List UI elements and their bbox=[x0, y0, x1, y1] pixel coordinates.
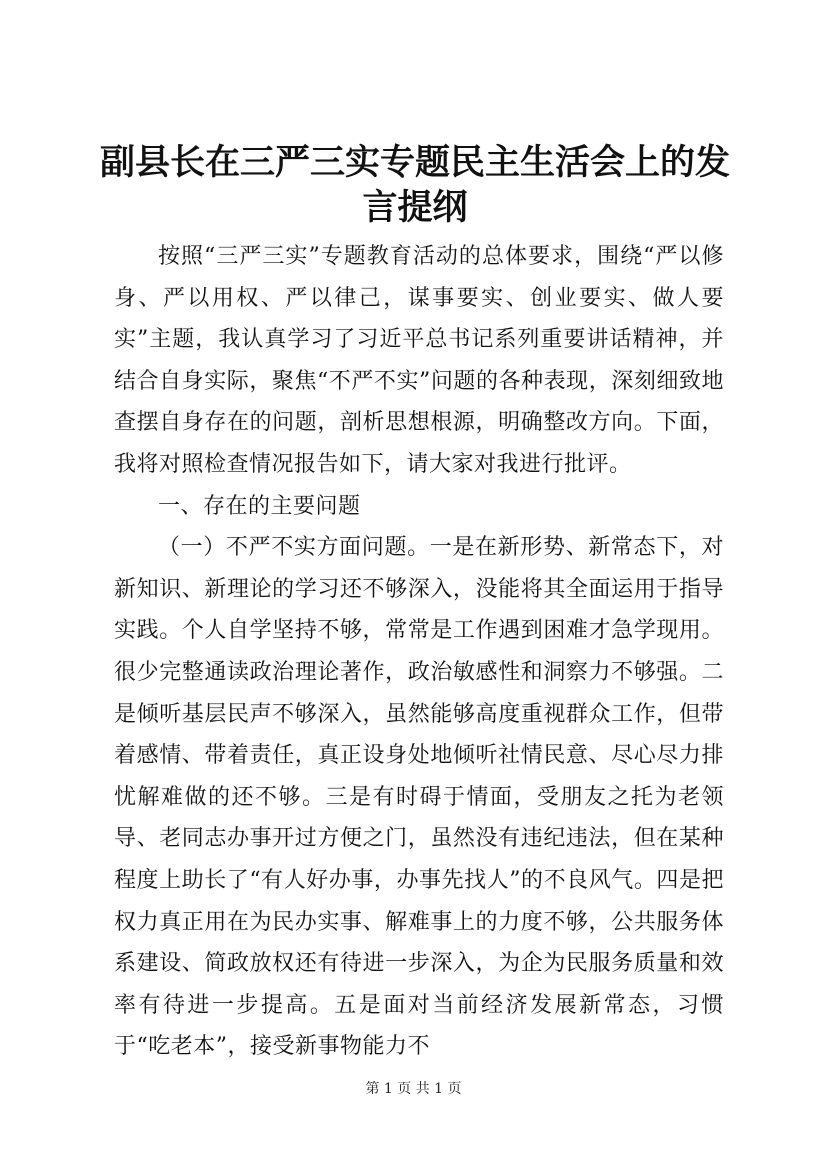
page-footer: 第 1 页 共 1 页 bbox=[365, 1081, 462, 1097]
intro-paragraph: 按照“三严三实”专题教育活动的总体要求，围绕“严以修身、严以用权、严以律己，谋事要实、创业要实、做人要实”主题，我认真学习了习近平总书记系列重要讲话精神，并结合自身实际，聚焦“不严不实”问题的各种表现，深刻细致地查摆自身存在的问题，剖析思想根源，明确整改方向。下面，我将对照检查情况报告如下，请大家对我进行批评。 bbox=[114, 244, 724, 477]
section-heading: 一、存在的主要问题 bbox=[158, 493, 361, 519]
document-title: 副县长在三严三实专题民主生活会上的发言提纲 bbox=[100, 142, 731, 228]
issues-paragraph: （一）不严不实方面问题。一是在新形势、新常态下，对新知识、新理论的学习还不够深入，没能将其全面运用于指导实践。个人自学坚持不够，常常是工作遇到困难才急学现用。很少完整通读政治理论著作，政治敏感性和洞察力不够强。二是倾听基层民声不够深入，虽然能够高度重视群众工作，但带着感情、带着责任，真正设身处地倾听社情民意、尽心尽力排忧解难做的还不够。三是有时碍于情面，受朋友之托为老领导、老同志办事开过方便之门，虽然没有违纪违法，但在某种程度上助长了“有人好办事，办事先找人”的不良风气。四是把权力真正用在为民办实事、解难事上的力度不够，公共服务体系建设、简政放权还有待进一步深入，为企为民服务质量和效率有待进一步提高。五是面对当前经济发展新常态，习惯于“吃老本”，接受新事物能力不 bbox=[114, 535, 724, 1060]
document-body bbox=[114, 236, 724, 1068]
